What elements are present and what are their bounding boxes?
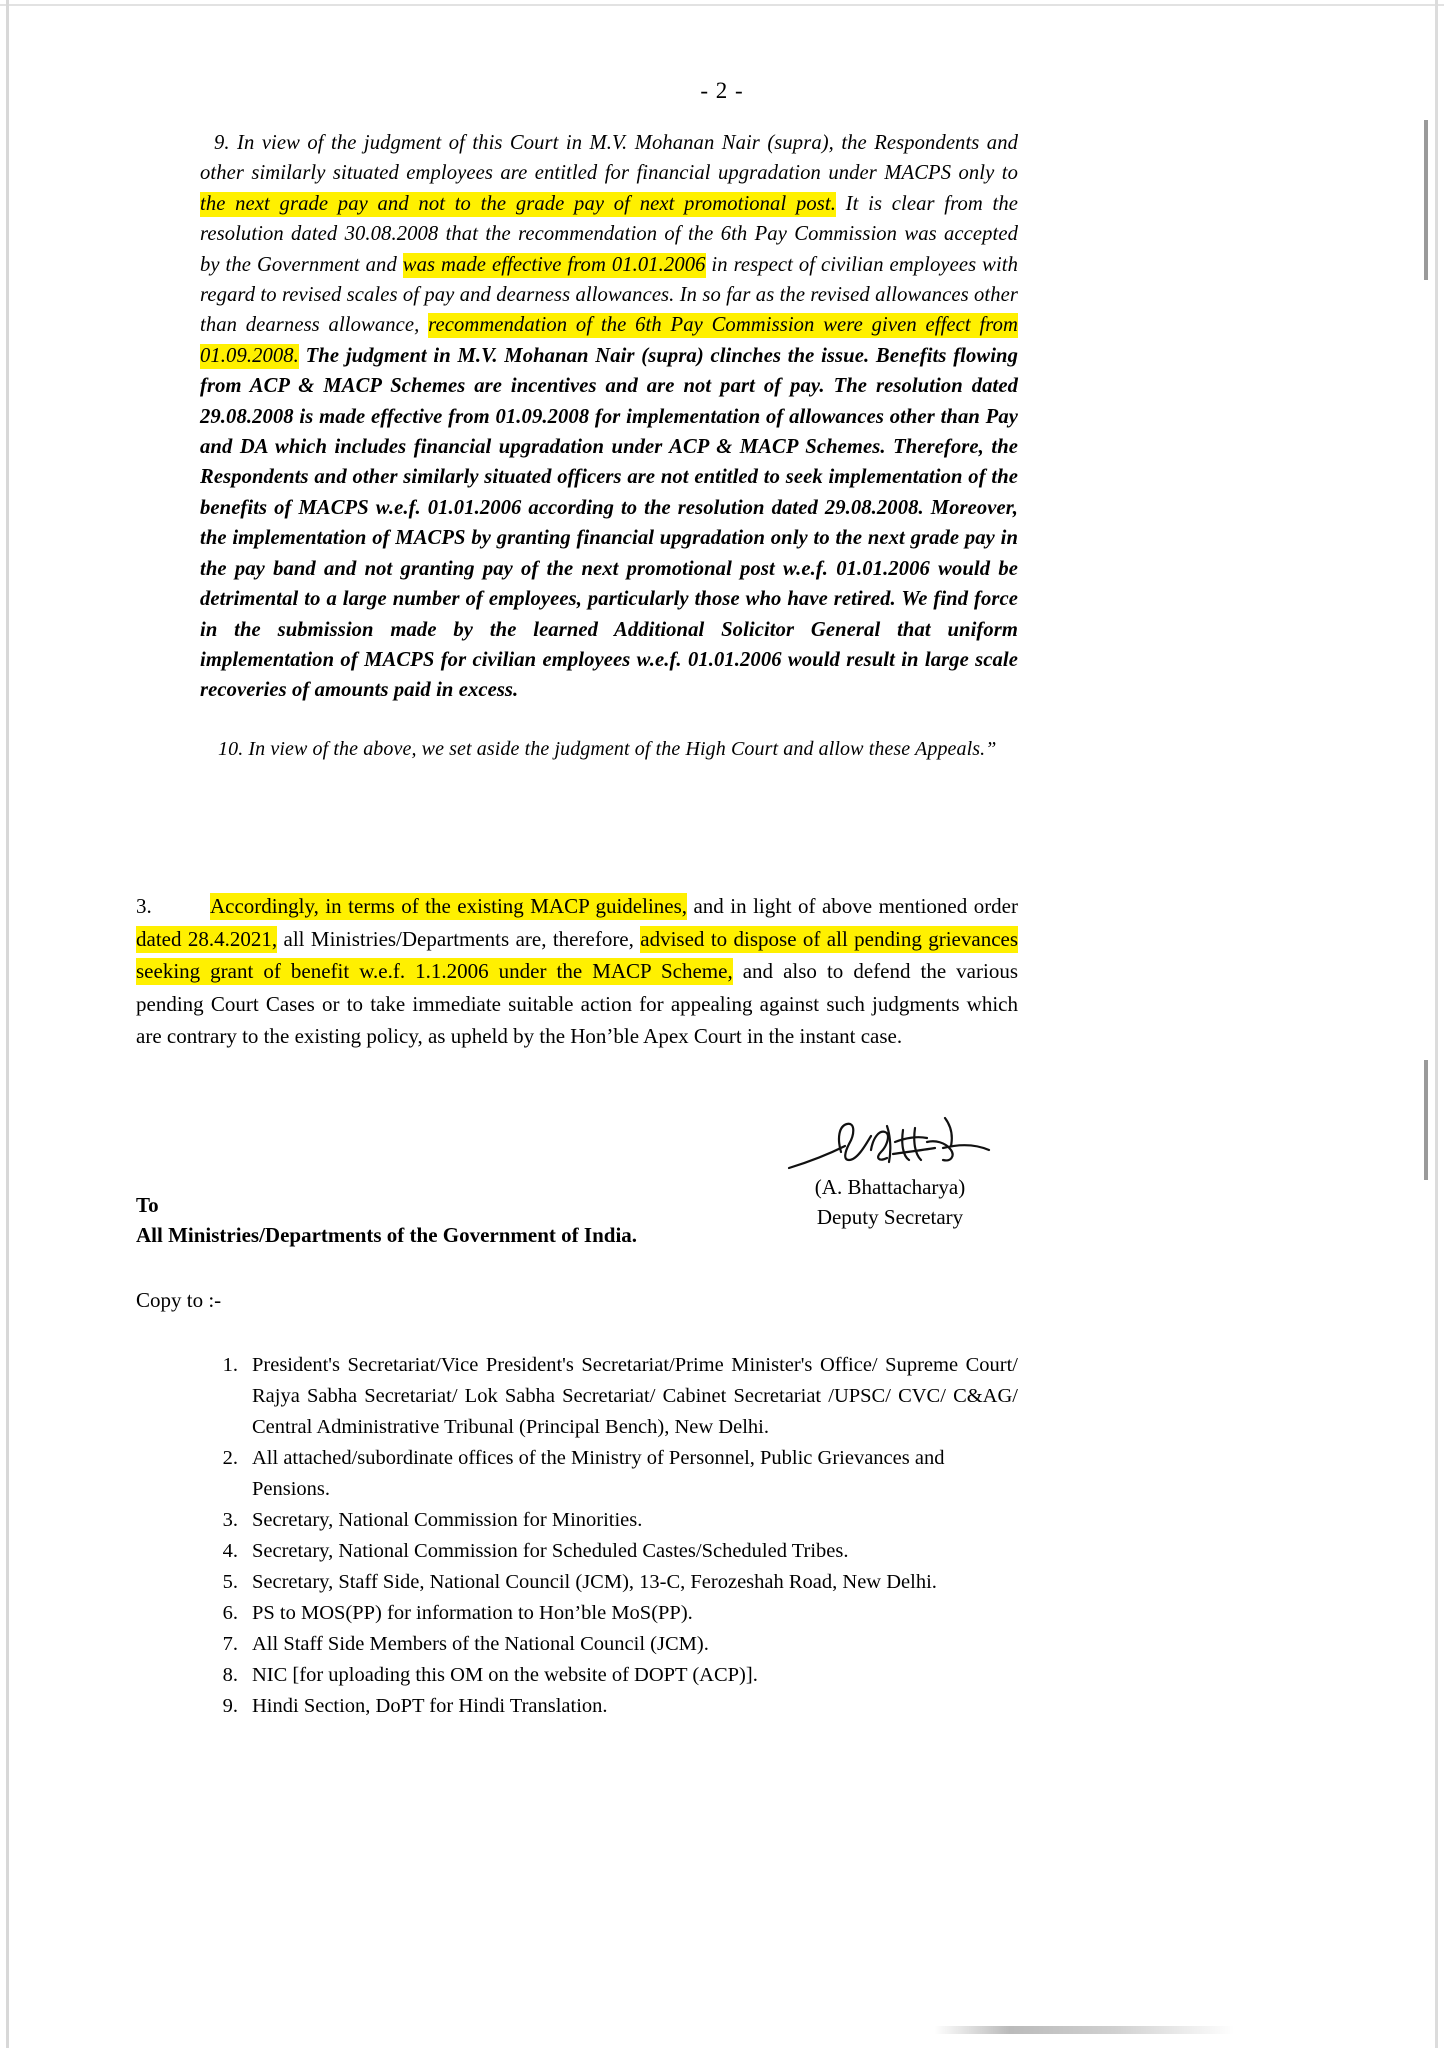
list-item-number: 9. bbox=[222, 1695, 238, 1717]
list-item-text: Secretary, National Commission for Minorities. bbox=[252, 1509, 643, 1531]
judgment-p9-highlight-3: recommendation of the 6th Pay Commission were given effect from 01.09.2008. bbox=[200, 314, 1018, 367]
paragraph-3-number: 3. bbox=[136, 894, 152, 918]
scan-edge-right bbox=[1435, 0, 1438, 2048]
page-number: - 2 - bbox=[700, 78, 744, 103]
handwritten-signature-icon bbox=[775, 1108, 1005, 1178]
list-item-number: 8. bbox=[222, 1664, 238, 1686]
judgment-paragraph-9 bbox=[200, 128, 1018, 706]
list-item-number: 3. bbox=[222, 1509, 238, 1531]
scan-artifact-footer bbox=[934, 2026, 1234, 2034]
court-judgment-quote bbox=[200, 128, 1018, 764]
list-item bbox=[200, 1691, 1018, 1722]
scan-edge-left bbox=[6, 0, 9, 2048]
list-item bbox=[200, 1629, 1018, 1660]
signatory-designation: Deputy Secretary bbox=[816, 1205, 964, 1229]
judgment-p9-segment-2: It is clear from the resolution dated 30.08.2008 that the recommendation of the 6th Pay Commission was accepted by the Government and bbox=[200, 192, 1018, 276]
paragraph-3-highlight-3: advised to dispose of all pending grievances seeking grant of benefit w.e.f. 1.1.2006 under the MACP Scheme, bbox=[136, 926, 1019, 983]
list-item-text: PS to MOS(PP) for information to Hon’ble MoS(PP). bbox=[252, 1602, 693, 1624]
paragraph-3-highlight-1: Accordingly, in terms of the existing MACP guidelines, bbox=[210, 894, 688, 918]
list-item bbox=[200, 1598, 1018, 1629]
paragraph-3-segment-1: and in light of above mentioned order bbox=[687, 894, 1018, 918]
list-item-text: Secretary, Staff Side, National Council (JCM), 13-C, Ferozeshah Road, New Delhi. bbox=[252, 1571, 937, 1593]
signatory-name: (A. Bhattacharya) bbox=[814, 1175, 966, 1199]
paragraph-3-highlight-2: dated 28.4.2021, bbox=[136, 926, 278, 951]
judgment-p9-bold-segment: The judgment in M.V. Mohanan Nair (supra) clinches the issue. Benefits flowing from ACP & MACP Schemes are incentives and are not part of pay. The resolution dated 29.08.2008 is made effective from 01.09.2008 for implementation of allowances other than Pay and DA which includes financial upgradation under ACP & MACP Schemes. Therefore, the Respondents and other similarly situated officers are not entitled to seek implementation of the benefits of MACPS w.e.f. 01.01.2006 according to the resolution dated 29.08.2008. Moreover, the implementation of MACPS by granting financial upgradation only to the next grade pay in the pay band and not granting pay of the next promotional post w.e.f. 01.01.2006 would be detrimental to a large number of employees, particularly those who have retired. We find force in the submission made by the learned Additional Solicitor General that uniform implementation of MACPS for civilian employees w.e.f. 01.01.2006 would result in large scale recoveries of amounts paid in excess. bbox=[200, 344, 1018, 702]
list-item-text: Hindi Section, DoPT for Hindi Translation. bbox=[252, 1695, 608, 1717]
list-item-text: President's Secretariat/Vice President's Secretariat/Prime Minister's Office/ Supreme Court/ Rajya Sabha Secretariat/ Lok Sabha Secretariat/ Cabinet Secretariat /UPSC/ CVC/ C&AG/ Central Administrative Tribunal (Principal Bench), New Delhi. bbox=[252, 1354, 1018, 1438]
list-item-number: 6. bbox=[222, 1602, 238, 1624]
judgment-p9-segment-1: 9. In view of the judgment of this Court in M.V. Mohanan Nair (supra), the Respondents and other similarly situated employees are entitled for financial upgradation under MACPS only to bbox=[200, 132, 1018, 185]
copy-to-list bbox=[200, 1350, 1018, 1722]
list-item-number: 1. bbox=[222, 1354, 238, 1376]
list-item-text: All attached/subordinate offices of the Ministry of Personnel, Public Grievances and Pensions. bbox=[252, 1447, 945, 1500]
list-item-number: 4. bbox=[222, 1540, 238, 1562]
paragraph-3-segment-2: all Ministries/Departments are, therefore, bbox=[277, 926, 641, 951]
to-addressee-line: All Ministries/Departments of the Government of India. bbox=[136, 1223, 638, 1247]
list-item-text: NIC [for uploading this OM on the website of DOPT (ACP)]. bbox=[252, 1664, 758, 1686]
list-item-text: Secretary, National Commission for Scheduled Castes/Scheduled Tribes. bbox=[252, 1540, 849, 1562]
scan-edge-top bbox=[0, 4, 1444, 6]
list-item-number: 2. bbox=[222, 1447, 238, 1469]
paragraph-3-segment-3: and also to defend the various pending Court Cases or to take immediate suitable action for appealing against such judgments which are contrary to the existing policy, as upheld by the Hon’ble Apex Court in the instant case. bbox=[136, 959, 1018, 1048]
list-item-number: 5. bbox=[222, 1571, 238, 1593]
list-item-number: 7. bbox=[222, 1633, 238, 1655]
copy-to-label: Copy to :- bbox=[136, 1288, 222, 1312]
addressee-block bbox=[136, 1190, 1016, 1250]
paragraph-3-body bbox=[136, 890, 1018, 1053]
judgment-p9-highlight-1: the next grade pay and not to the grade pay of next promotional post. bbox=[200, 192, 836, 215]
list-item bbox=[200, 1567, 1018, 1598]
list-item bbox=[200, 1505, 1018, 1536]
list-item bbox=[200, 1536, 1018, 1567]
list-item bbox=[200, 1350, 1018, 1443]
list-item bbox=[200, 1660, 1018, 1691]
to-label: To bbox=[136, 1193, 159, 1217]
list-item-text: All Staff Side Members of the National Council (JCM). bbox=[252, 1633, 709, 1655]
judgment-p9-segment-3: in respect of civilian employees with regard to revised scales of pay and dearness allowances. In so far as the revised allowances other than dearness allowance, bbox=[200, 253, 1018, 337]
judgment-paragraph-10: 10. In view of the above, we set aside the judgment of the High Court and allow these Appeals.” bbox=[218, 737, 997, 760]
om-paragraph-3 bbox=[136, 890, 1018, 1053]
list-item bbox=[200, 1443, 1018, 1505]
judgment-p9-highlight-2: was made effective from 01.01.2006 bbox=[402, 253, 706, 276]
scan-tick-lower bbox=[1424, 1060, 1428, 1180]
scan-tick-upper bbox=[1424, 120, 1428, 280]
